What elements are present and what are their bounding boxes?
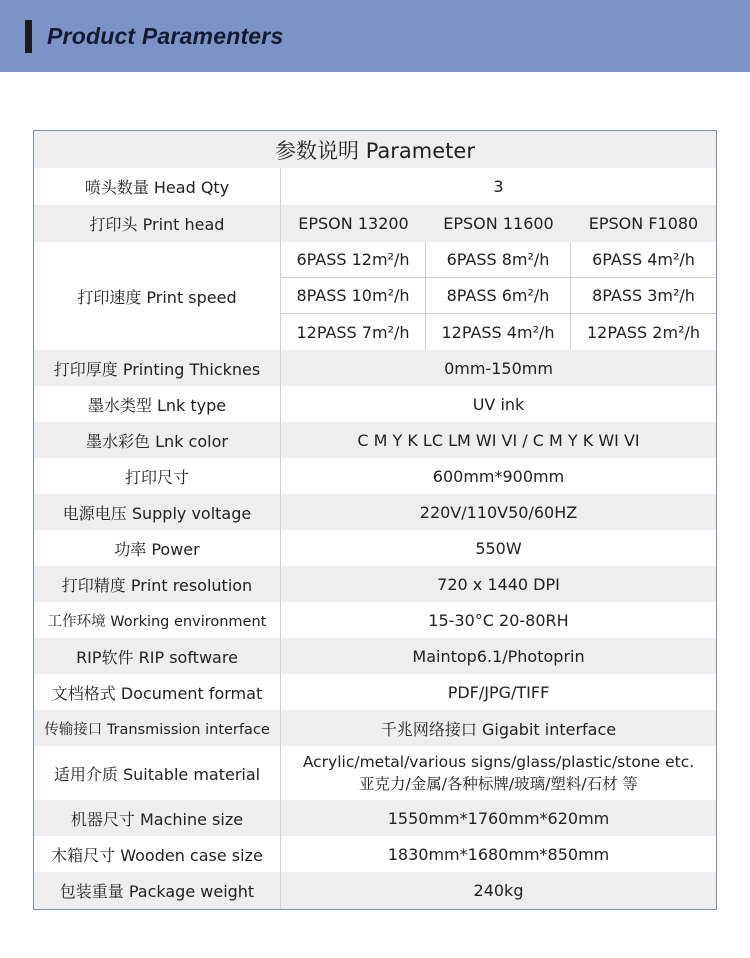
row-label: 木箱尺寸 Wooden case size (51, 845, 263, 865)
row-label: 打印速度 Print speed (77, 287, 237, 307)
table-row (34, 530, 716, 566)
row-label: 墨水彩色 Lnk color (86, 431, 228, 451)
table-row (34, 836, 716, 872)
speed-cell: 12PASS 7m²/h (281, 314, 426, 350)
table-row (34, 872, 716, 909)
table-row (34, 638, 716, 674)
row-value: 15-30°C 20-80RH (428, 610, 569, 630)
parameter-table (33, 130, 717, 910)
header-banner (0, 0, 750, 72)
table-row (34, 205, 716, 242)
material-value-cn: 亚克力/金属/各种标牌/玻璃/塑料/石材 等 (358, 775, 639, 793)
table-row (34, 602, 716, 638)
row-value: 3 (493, 177, 504, 196)
row-value: 1830mm*1680mm*850mm (387, 844, 610, 864)
table-row (34, 566, 716, 602)
page-title: Product Paramenters (47, 23, 284, 49)
speed-cell: 8PASS 10m²/h (281, 278, 426, 314)
row-label: 功率 Power (114, 539, 200, 559)
row-label: 适用介质 Suitable material (53, 764, 261, 784)
speed-cell: 8PASS 3m²/h (571, 278, 716, 314)
material-value-en: Acrylic/metal/various signs/glass/plastic/stone etc. (302, 753, 695, 771)
table-row (34, 168, 716, 205)
row-value: 600mm*900mm (432, 466, 565, 486)
row-label: 喷头数量 Head Qty (84, 178, 230, 197)
row-value: Maintop6.1/Photoprin (412, 646, 585, 666)
table-row (34, 422, 716, 458)
row-value: 240kg (473, 881, 524, 900)
row-value: UV ink (472, 394, 525, 414)
speed-cell: 6PASS 12m²/h (281, 242, 426, 278)
row-value: 550W (475, 538, 522, 558)
row-label: RIP软件 RIP software (76, 647, 238, 667)
table-row (34, 350, 716, 386)
row-value: PDF/JPG/TIFF (447, 682, 550, 702)
print-head-value: EPSON 13200 (298, 214, 409, 233)
row-label: 打印厚度 Printing Thicknes (53, 359, 261, 379)
table-row (34, 800, 716, 836)
row-value: 0mm-150mm (444, 358, 553, 378)
table-row (34, 674, 716, 710)
table-row (34, 494, 716, 530)
table-title: 参数说明 Parameter (275, 138, 475, 163)
row-value: 1550mm*1760mm*620mm (387, 808, 610, 828)
row-value: 220V/110V50/60HZ (419, 502, 578, 522)
row-label: 打印精度 Print resolution (61, 575, 253, 595)
row-value: 720 x 1440 DPI (437, 574, 560, 594)
row-label: 机器尺寸 Machine size (70, 809, 244, 829)
table-row (34, 458, 716, 494)
table-row (34, 710, 716, 746)
row-value: C M Y K LC LM WI VI / C M Y K WI VI (357, 430, 640, 450)
speed-cell: 12PASS 2m²/h (586, 322, 701, 342)
title-accent-bar (25, 20, 32, 53)
speed-cell: 12PASS 4m²/h (426, 314, 571, 350)
row-label: 文档格式 Document format (51, 683, 263, 703)
print-speed-block (34, 242, 716, 350)
row-value (281, 746, 716, 800)
row-label: 传输接口 Transmission interface (44, 721, 270, 738)
row-label: 墨水类型 Lnk type (87, 395, 227, 415)
table-row (34, 386, 716, 422)
table-row (34, 746, 716, 800)
row-label: 打印头 Print head (89, 215, 225, 234)
row-label: 电源电压 Supply voltage (62, 503, 252, 523)
row-label: 工作环境 Working environment (47, 613, 267, 630)
row-label: 打印尺寸 (124, 467, 189, 487)
row-value: 千兆网络接口 Gigabit interface (380, 719, 617, 739)
table-title-row (34, 131, 716, 168)
speed-cell: 6PASS 4m²/h (571, 242, 716, 278)
speed-cell: 6PASS 8m²/h (426, 242, 571, 278)
print-head-value: EPSON 11600 (443, 214, 554, 233)
print-head-value: EPSON F1080 (588, 214, 699, 233)
speed-cell: 8PASS 6m²/h (426, 278, 571, 314)
row-label: 包装重量 Package weight (59, 882, 255, 901)
